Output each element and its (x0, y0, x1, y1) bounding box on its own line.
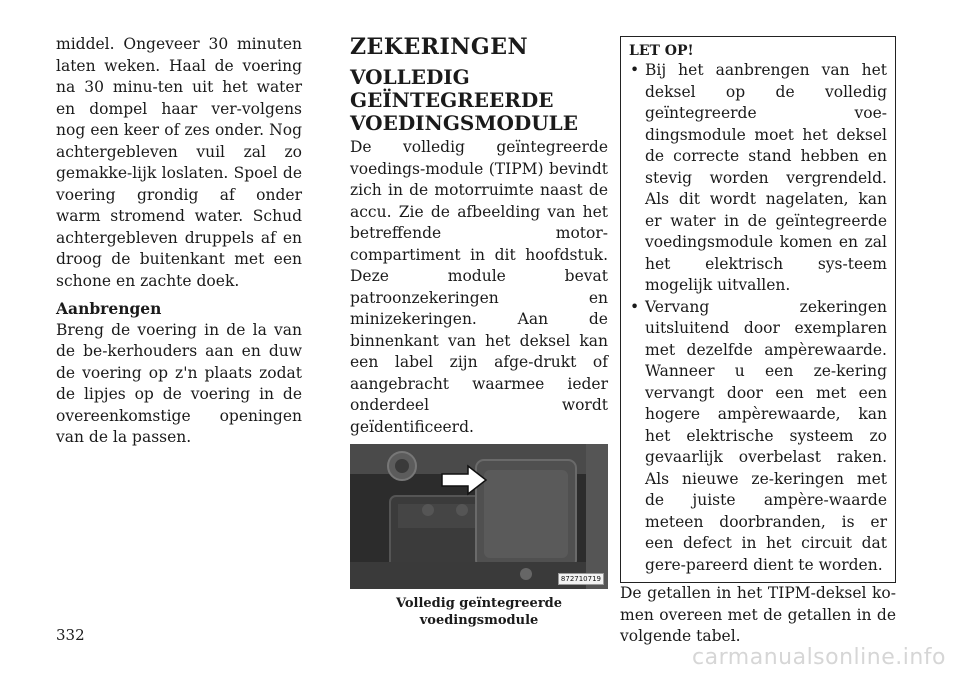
warning-title: LET OP! (629, 43, 694, 59)
middle-column (350, 34, 608, 629)
engine-compartment-photo (350, 444, 608, 589)
warning-box (620, 36, 896, 583)
left-column (56, 34, 302, 449)
warning-item: • Vervang zekeringen uitsluitend door exemplaren met dezelfde ampèrewaarde. Wanneer u een ze-kering vervangt door een met een hogere ampèrewaarde, kan het elektrische systeem zo gevaarlijk overbelast raken. Als nieuwe ze-keringen met de juiste ampère-waarde meteen doorbranden, is er een defect in het circuit dat gere-pareerd dient te worden. (629, 297, 887, 577)
warning-item: • Bij het aanbrengen van het deksel op de volledig geïntegreerde voe-dingsmodule moet het deksel de correcte stand hebben en stevig worden vergrendeld. Als dit wordt nagelaten, kan er water in de geïntegreerde voedingsmodule komen en zal het elektrisch sys-teem mogelijk uitvallen. (629, 60, 887, 297)
install-paragraph: Breng de voering in de la van de be-kerhouders aan en duw de voering op z'n plaats zodat de lipjes op de voering in de overeenkomstige openingen van de la passen. (56, 320, 302, 446)
watermark: carmanualsonline.info (692, 645, 946, 670)
cup-holder-cleaning-paragraph: middel. Ongeveer 30 minuten laten weken. Haal de voering na 30 minu-ten uit het water en dompel haar ver-volgens nog een keer of zes onder. Nog achtergebleven vuil zal zo gemakke-lijk loslaten. Spoel de voering grondig af onder warm stromend water. Schud achtergebleven druppels af en droog de buitenkant met een schone en zachte doek. (56, 35, 302, 290)
subsection-title: VOLLEDIG GEÏNTEGREERDE VOEDINGSMODULE (350, 65, 578, 135)
section-title: ZEKERINGEN (350, 34, 529, 60)
tipm-numbers-paragraph: De getallen in het TIPM-deksel ko-men overeen met de getallen in de volgende tabel. (620, 584, 896, 645)
figure-tag: 872710719 (558, 573, 604, 585)
figure-caption: Volledig geïntegreerde voedingsmodule (395, 596, 563, 628)
install-subheading: Aanbrengen (56, 299, 162, 318)
engine-compartment-illustration (350, 444, 608, 589)
right-column (620, 34, 896, 648)
tipm-paragraph: De volledig geïntegreerde voedings-module (TIPM) bevindt zich in de motorruimte naast de accu. Zie de afbeelding van het betreffende motor-compartiment in dit hoofdstuk. Deze module bevat patroonzekeringen en minizekeringen. Aan de binnenkant van het deksel kan een label zijn afge-drukt of aangebracht waarmee ieder onderdeel wordt geïdentificeerd. (350, 138, 608, 436)
page-number: 332 (56, 626, 85, 644)
warning-list (629, 60, 887, 576)
